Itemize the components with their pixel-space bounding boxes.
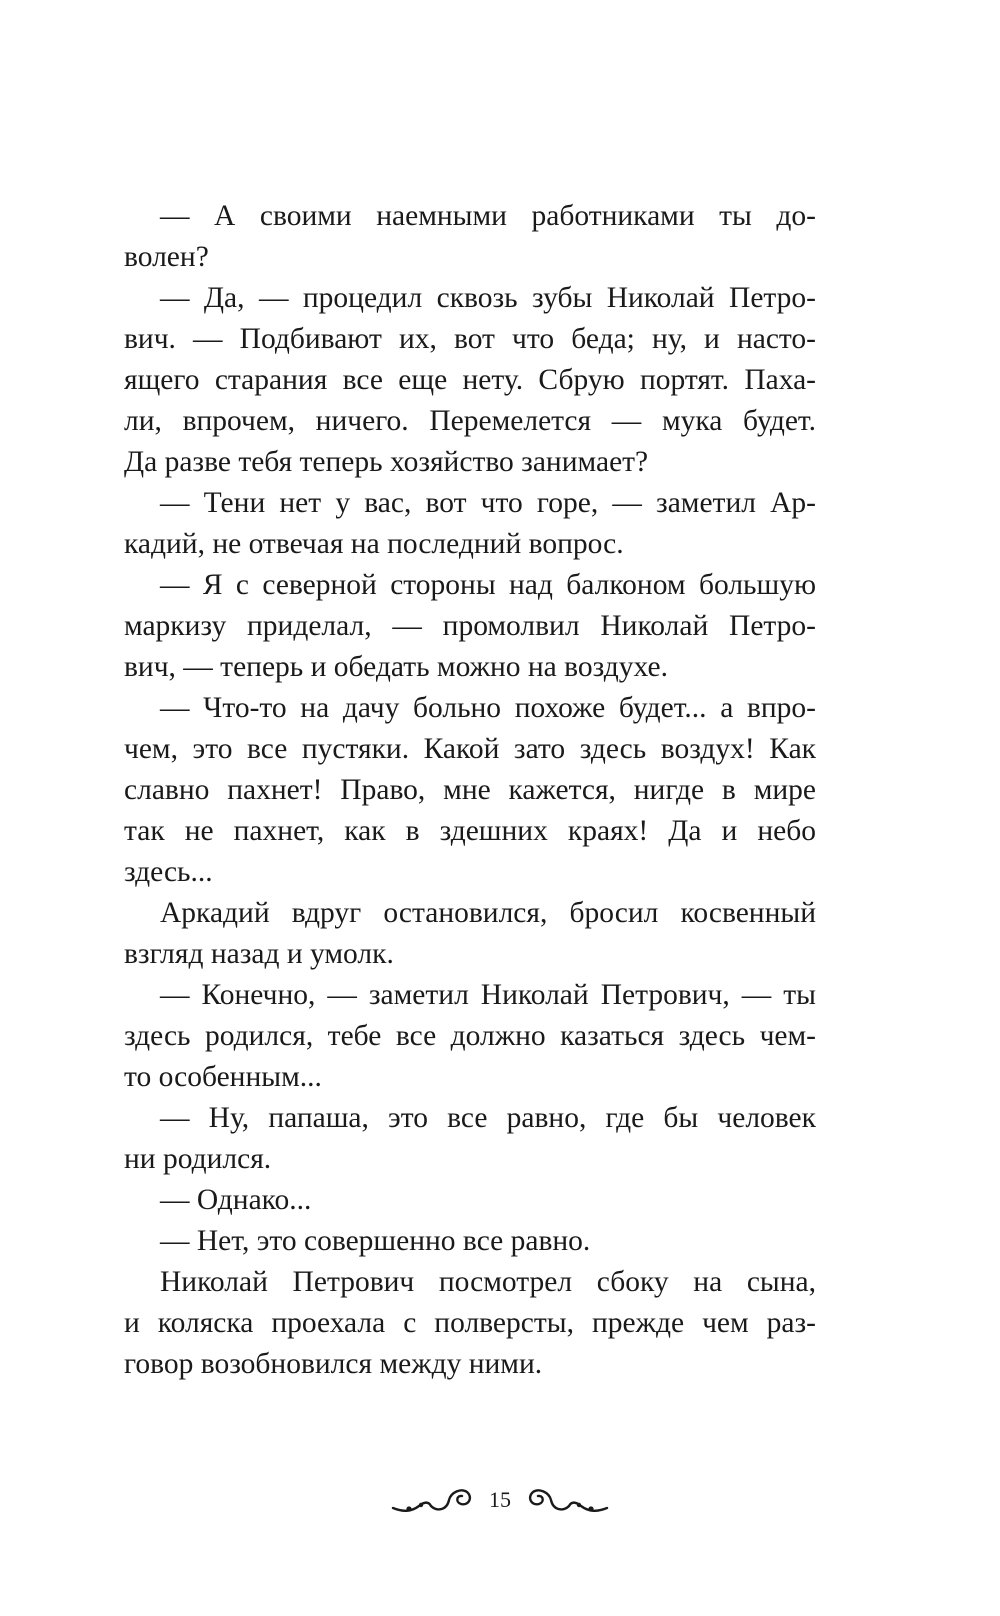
text-line: чем, это все пустяки. Какой зато здесь воздух! Как bbox=[124, 733, 816, 765]
text-line: — Я с северной стороны над балконом большую bbox=[160, 569, 816, 601]
right-flourish-icon bbox=[525, 1482, 609, 1518]
text-line: — Нет, это совершенно все равно. bbox=[160, 1225, 591, 1257]
text-block bbox=[124, 196, 816, 1385]
text-line: Да разве тебя теперь хозяйство занимает? bbox=[124, 446, 649, 478]
text-line: — Да, — процедил сквозь зубы Николай Петро- bbox=[160, 282, 816, 314]
text-line: говор возобновился между ними. bbox=[124, 1348, 543, 1380]
text-line: — А своими наемными работниками ты до- bbox=[160, 200, 816, 232]
text-line: — Конечно, — заметил Николай Петрович, — ты bbox=[160, 979, 816, 1011]
text-line: вич, — теперь и обедать можно на воздухе. bbox=[124, 651, 668, 683]
text-line: маркизу приделал, — промолвил Николай Петро- bbox=[124, 610, 816, 642]
text-line: вич. — Подбивают их, вот что беда; ну, и насто- bbox=[124, 323, 816, 355]
text-line: здесь родился, тебе все должно казаться здесь чем- bbox=[124, 1020, 816, 1052]
text-line: Аркадий вдруг остановился, бросил косвенный bbox=[160, 897, 816, 929]
page-number: 15 bbox=[489, 1487, 511, 1512]
text-line: так не пахнет, как в здешних краях! Да и небо bbox=[124, 815, 816, 847]
text-line: — Однако... bbox=[160, 1184, 312, 1216]
left-flourish-icon bbox=[391, 1482, 475, 1518]
text-line: — Ну, папаша, это все равно, где бы человек bbox=[160, 1102, 816, 1134]
text-line: и коляска проехала с полверсты, прежде чем раз- bbox=[124, 1307, 816, 1339]
text-line: кадий, не отвечая на последний вопрос. bbox=[124, 528, 624, 560]
text-line: ни родился. bbox=[124, 1143, 272, 1175]
text-line: ящего старания все еще нету. Сбрую портят. Паха- bbox=[124, 364, 816, 396]
text-line: здесь... bbox=[124, 856, 213, 888]
text-line: Николай Петрович посмотрел сбоку на сына, bbox=[160, 1266, 816, 1298]
text-line: — Тени нет у вас, вот что горе, — заметил Ар- bbox=[160, 487, 816, 519]
text-line: славно пахнет! Право, мне кажется, нигде в мире bbox=[124, 774, 816, 806]
text-line: волен? bbox=[124, 241, 209, 273]
text-line: — Что-то на дачу больно похоже будет... а впро- bbox=[160, 692, 816, 724]
text-line: то особенным... bbox=[124, 1061, 322, 1093]
page-footer bbox=[0, 1480, 1000, 1520]
text-line: взгляд назад и умолк. bbox=[124, 938, 394, 970]
text-line: ли, впрочем, ничего. Перемелется — мука будет. bbox=[124, 405, 816, 437]
